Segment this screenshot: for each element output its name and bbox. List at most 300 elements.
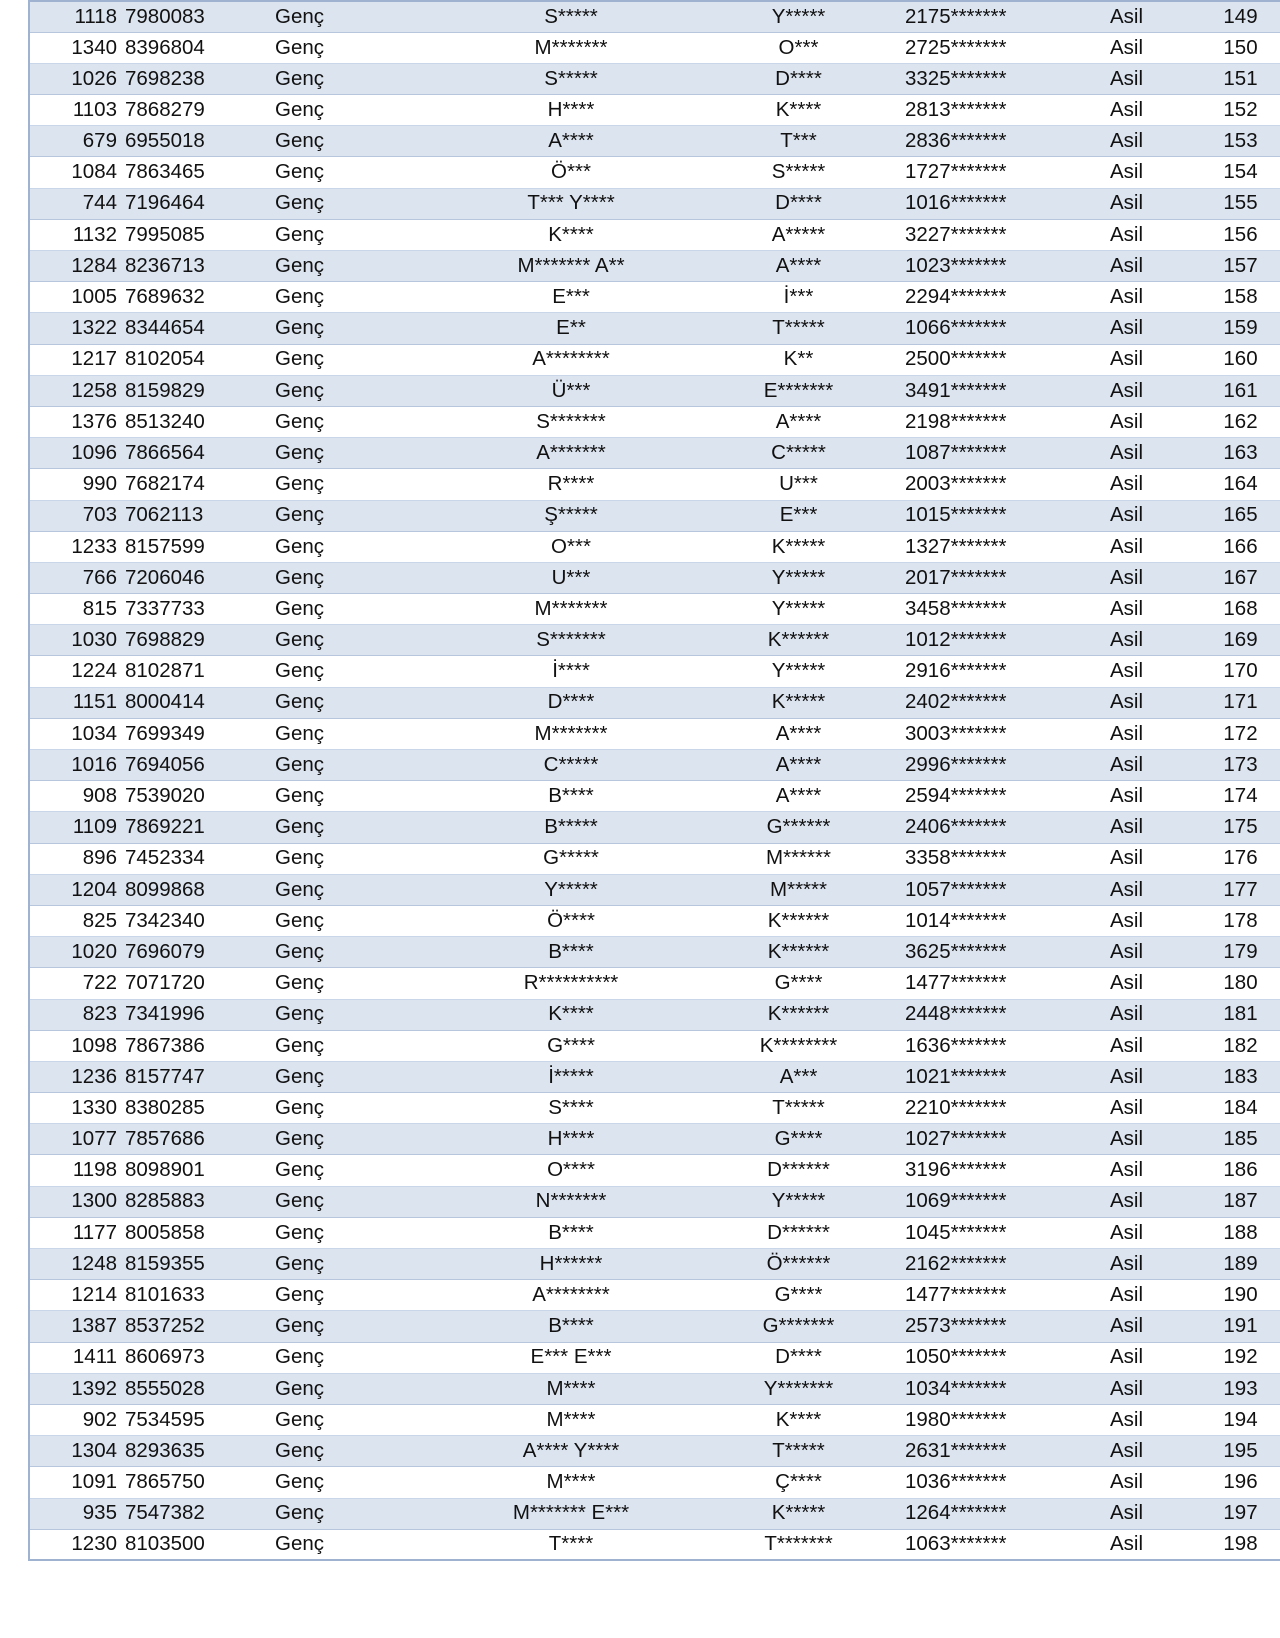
cell-cat: Genç bbox=[271, 406, 446, 437]
cell-status: Asil bbox=[1106, 32, 1196, 63]
cell-name: B**** bbox=[446, 781, 696, 812]
cell-cat: Genç bbox=[271, 874, 446, 905]
cell-rank: 197 bbox=[1196, 1498, 1280, 1529]
table-row bbox=[29, 469, 1280, 500]
cell-no: 1198 bbox=[29, 1155, 121, 1186]
cell-sur: G**** bbox=[696, 968, 901, 999]
table-row bbox=[29, 375, 1280, 406]
cell-status: Asil bbox=[1106, 1342, 1196, 1373]
cell-rank: 174 bbox=[1196, 781, 1280, 812]
cell-score: 1069******* bbox=[901, 1186, 1106, 1217]
cell-sur: D**** bbox=[696, 1342, 901, 1373]
cell-rank: 158 bbox=[1196, 282, 1280, 313]
cell-id: 7196464 bbox=[121, 188, 271, 219]
cell-sur: K***** bbox=[696, 531, 901, 562]
cell-rank: 170 bbox=[1196, 656, 1280, 687]
cell-no: 1304 bbox=[29, 1436, 121, 1467]
cell-score: 1045******* bbox=[901, 1217, 1106, 1248]
cell-id: 8159355 bbox=[121, 1249, 271, 1280]
cell-cat: Genç bbox=[271, 157, 446, 188]
cell-name: S******* bbox=[446, 406, 696, 437]
cell-name: G***** bbox=[446, 843, 696, 874]
cell-status: Asil bbox=[1106, 594, 1196, 625]
cell-name: İ**** bbox=[446, 656, 696, 687]
table-row bbox=[29, 1217, 1280, 1248]
cell-cat: Genç bbox=[271, 1186, 446, 1217]
cell-rank: 193 bbox=[1196, 1373, 1280, 1404]
table-row bbox=[29, 1529, 1280, 1560]
cell-name: H****** bbox=[446, 1249, 696, 1280]
cell-rank: 179 bbox=[1196, 937, 1280, 968]
cell-id: 7699349 bbox=[121, 718, 271, 749]
cell-no: 1098 bbox=[29, 1030, 121, 1061]
cell-no: 1016 bbox=[29, 750, 121, 781]
cell-sur: E******* bbox=[696, 375, 901, 406]
cell-sur: A**** bbox=[696, 781, 901, 812]
cell-name: Ö**** bbox=[446, 905, 696, 936]
cell-rank: 183 bbox=[1196, 1061, 1280, 1092]
cell-sur: D**** bbox=[696, 188, 901, 219]
cell-status: Asil bbox=[1106, 531, 1196, 562]
cell-rank: 156 bbox=[1196, 219, 1280, 250]
cell-score: 1057******* bbox=[901, 874, 1106, 905]
cell-id: 7452334 bbox=[121, 843, 271, 874]
cell-status: Asil bbox=[1106, 1498, 1196, 1529]
cell-no: 1151 bbox=[29, 687, 121, 718]
cell-no: 935 bbox=[29, 1498, 121, 1529]
cell-rank: 153 bbox=[1196, 126, 1280, 157]
cell-rank: 161 bbox=[1196, 375, 1280, 406]
cell-sur: T*** bbox=[696, 126, 901, 157]
cell-name: Ş***** bbox=[446, 500, 696, 531]
cell-no: 902 bbox=[29, 1404, 121, 1435]
cell-cat: Genç bbox=[271, 1373, 446, 1404]
table-row bbox=[29, 999, 1280, 1030]
cell-sur: D**** bbox=[696, 63, 901, 94]
cell-sur: M***** bbox=[696, 874, 901, 905]
cell-score: 1063******* bbox=[901, 1529, 1106, 1560]
cell-score: 3227******* bbox=[901, 219, 1106, 250]
table-row bbox=[29, 843, 1280, 874]
cell-name: G**** bbox=[446, 1030, 696, 1061]
cell-score: 3625******* bbox=[901, 937, 1106, 968]
cell-rank: 180 bbox=[1196, 968, 1280, 999]
cell-id: 8157599 bbox=[121, 531, 271, 562]
cell-id: 8098901 bbox=[121, 1155, 271, 1186]
cell-id: 6955018 bbox=[121, 126, 271, 157]
cell-no: 722 bbox=[29, 968, 121, 999]
table-row bbox=[29, 1, 1280, 32]
table-row bbox=[29, 1030, 1280, 1061]
cell-status: Asil bbox=[1106, 562, 1196, 593]
cell-score: 2448******* bbox=[901, 999, 1106, 1030]
cell-sur: K****** bbox=[696, 625, 901, 656]
cell-no: 1230 bbox=[29, 1529, 121, 1560]
table-row bbox=[29, 1061, 1280, 1092]
table-row bbox=[29, 1124, 1280, 1155]
cell-status: Asil bbox=[1106, 1186, 1196, 1217]
cell-status: Asil bbox=[1106, 126, 1196, 157]
cell-status: Asil bbox=[1106, 1404, 1196, 1435]
cell-sur: Ç**** bbox=[696, 1467, 901, 1498]
cell-score: 1980******* bbox=[901, 1404, 1106, 1435]
cell-status: Asil bbox=[1106, 1311, 1196, 1342]
cell-id: 8344654 bbox=[121, 313, 271, 344]
cell-cat: Genç bbox=[271, 344, 446, 375]
cell-rank: 160 bbox=[1196, 344, 1280, 375]
cell-rank: 166 bbox=[1196, 531, 1280, 562]
cell-sur: K***** bbox=[696, 1498, 901, 1529]
cell-sur: Y***** bbox=[696, 656, 901, 687]
cell-name: S***** bbox=[446, 63, 696, 94]
cell-score: 1015******* bbox=[901, 500, 1106, 531]
cell-sur: C***** bbox=[696, 438, 901, 469]
table-row bbox=[29, 1249, 1280, 1280]
cell-no: 1330 bbox=[29, 1093, 121, 1124]
cell-id: 7071720 bbox=[121, 968, 271, 999]
cell-score: 1477******* bbox=[901, 968, 1106, 999]
cell-name: A**** Y**** bbox=[446, 1436, 696, 1467]
cell-cat: Genç bbox=[271, 812, 446, 843]
table-row bbox=[29, 905, 1280, 936]
cell-status: Asil bbox=[1106, 1249, 1196, 1280]
cell-sur: A**** bbox=[696, 251, 901, 282]
cell-status: Asil bbox=[1106, 282, 1196, 313]
cell-rank: 164 bbox=[1196, 469, 1280, 500]
cell-name: Y***** bbox=[446, 874, 696, 905]
cell-sur: A**** bbox=[696, 406, 901, 437]
cell-sur: M****** bbox=[696, 843, 901, 874]
cell-score: 1016******* bbox=[901, 188, 1106, 219]
cell-id: 7866564 bbox=[121, 438, 271, 469]
cell-name: M******* E*** bbox=[446, 1498, 696, 1529]
cell-sur: K****** bbox=[696, 905, 901, 936]
cell-sur: D****** bbox=[696, 1217, 901, 1248]
cell-status: Asil bbox=[1106, 1061, 1196, 1092]
cell-sur: A**** bbox=[696, 718, 901, 749]
cell-id: 7865750 bbox=[121, 1467, 271, 1498]
cell-status: Asil bbox=[1106, 812, 1196, 843]
cell-status: Asil bbox=[1106, 1467, 1196, 1498]
cell-status: Asil bbox=[1106, 718, 1196, 749]
cell-score: 2996******* bbox=[901, 750, 1106, 781]
cell-sur: K****** bbox=[696, 937, 901, 968]
cell-rank: 195 bbox=[1196, 1436, 1280, 1467]
cell-cat: Genç bbox=[271, 1217, 446, 1248]
cell-name: T*** Y**** bbox=[446, 188, 696, 219]
cell-id: 7698238 bbox=[121, 63, 271, 94]
cell-cat: Genç bbox=[271, 1061, 446, 1092]
table-row bbox=[29, 937, 1280, 968]
cell-sur: T***** bbox=[696, 1093, 901, 1124]
cell-rank: 185 bbox=[1196, 1124, 1280, 1155]
cell-no: 1091 bbox=[29, 1467, 121, 1498]
cell-sur: U*** bbox=[696, 469, 901, 500]
cell-no: 1376 bbox=[29, 406, 121, 437]
cell-rank: 175 bbox=[1196, 812, 1280, 843]
table-row bbox=[29, 656, 1280, 687]
cell-status: Asil bbox=[1106, 905, 1196, 936]
cell-score: 2210******* bbox=[901, 1093, 1106, 1124]
cell-score: 1727******* bbox=[901, 157, 1106, 188]
cell-name: B**** bbox=[446, 1311, 696, 1342]
cell-cat: Genç bbox=[271, 1529, 446, 1560]
cell-name: M******* bbox=[446, 32, 696, 63]
cell-cat: Genç bbox=[271, 843, 446, 874]
table-row bbox=[29, 594, 1280, 625]
cell-cat: Genç bbox=[271, 625, 446, 656]
cell-status: Asil bbox=[1106, 1217, 1196, 1248]
cell-id: 7857686 bbox=[121, 1124, 271, 1155]
cell-score: 1027******* bbox=[901, 1124, 1106, 1155]
cell-cat: Genç bbox=[271, 594, 446, 625]
cell-cat: Genç bbox=[271, 968, 446, 999]
cell-name: E** bbox=[446, 313, 696, 344]
cell-sur: O*** bbox=[696, 32, 901, 63]
cell-rank: 152 bbox=[1196, 95, 1280, 126]
cell-score: 3458******* bbox=[901, 594, 1106, 625]
cell-score: 2017******* bbox=[901, 562, 1106, 593]
cell-rank: 149 bbox=[1196, 1, 1280, 32]
table-row bbox=[29, 1311, 1280, 1342]
cell-score: 1021******* bbox=[901, 1061, 1106, 1092]
cell-name: M**** bbox=[446, 1467, 696, 1498]
cell-score: 1050******* bbox=[901, 1342, 1106, 1373]
cell-name: H**** bbox=[446, 1124, 696, 1155]
cell-sur: Y***** bbox=[696, 562, 901, 593]
cell-name: O*** bbox=[446, 531, 696, 562]
cell-sur: K***** bbox=[696, 687, 901, 718]
cell-id: 8513240 bbox=[121, 406, 271, 437]
cell-sur: K**** bbox=[696, 95, 901, 126]
cell-id: 7694056 bbox=[121, 750, 271, 781]
cell-id: 8101633 bbox=[121, 1280, 271, 1311]
cell-cat: Genç bbox=[271, 1467, 446, 1498]
cell-id: 8396804 bbox=[121, 32, 271, 63]
cell-score: 2500******* bbox=[901, 344, 1106, 375]
table-row bbox=[29, 718, 1280, 749]
cell-no: 1258 bbox=[29, 375, 121, 406]
table-row bbox=[29, 126, 1280, 157]
cell-name: E*** E*** bbox=[446, 1342, 696, 1373]
cell-id: 8099868 bbox=[121, 874, 271, 905]
cell-sur: A*** bbox=[696, 1061, 901, 1092]
cell-sur: K** bbox=[696, 344, 901, 375]
cell-no: 896 bbox=[29, 843, 121, 874]
cell-no: 1224 bbox=[29, 656, 121, 687]
cell-no: 1132 bbox=[29, 219, 121, 250]
cell-rank: 165 bbox=[1196, 500, 1280, 531]
cell-score: 1087******* bbox=[901, 438, 1106, 469]
table-body bbox=[29, 1, 1280, 1560]
cell-name: R**** bbox=[446, 469, 696, 500]
cell-cat: Genç bbox=[271, 1, 446, 32]
cell-id: 8103500 bbox=[121, 1529, 271, 1560]
cell-score: 2406******* bbox=[901, 812, 1106, 843]
cell-id: 7206046 bbox=[121, 562, 271, 593]
cell-name: H**** bbox=[446, 95, 696, 126]
cell-score: 2175******* bbox=[901, 1, 1106, 32]
cell-score: 2573******* bbox=[901, 1311, 1106, 1342]
cell-no: 766 bbox=[29, 562, 121, 593]
cell-no: 679 bbox=[29, 126, 121, 157]
cell-id: 7062113 bbox=[121, 500, 271, 531]
cell-score: 3491******* bbox=[901, 375, 1106, 406]
cell-name: S***** bbox=[446, 1, 696, 32]
cell-cat: Genç bbox=[271, 95, 446, 126]
table-row bbox=[29, 219, 1280, 250]
table-row bbox=[29, 968, 1280, 999]
cell-sur: A**** bbox=[696, 750, 901, 781]
cell-no: 1177 bbox=[29, 1217, 121, 1248]
cell-sur: T******* bbox=[696, 1529, 901, 1560]
cell-rank: 188 bbox=[1196, 1217, 1280, 1248]
table-row bbox=[29, 1155, 1280, 1186]
cell-cat: Genç bbox=[271, 500, 446, 531]
cell-rank: 194 bbox=[1196, 1404, 1280, 1435]
table-row bbox=[29, 95, 1280, 126]
cell-status: Asil bbox=[1106, 1280, 1196, 1311]
cell-rank: 168 bbox=[1196, 594, 1280, 625]
cell-id: 7682174 bbox=[121, 469, 271, 500]
cell-no: 1118 bbox=[29, 1, 121, 32]
cell-cat: Genç bbox=[271, 562, 446, 593]
cell-no: 990 bbox=[29, 469, 121, 500]
cell-score: 1034******* bbox=[901, 1373, 1106, 1404]
cell-sur: G******* bbox=[696, 1311, 901, 1342]
cell-cat: Genç bbox=[271, 781, 446, 812]
cell-sur: S***** bbox=[696, 157, 901, 188]
cell-status: Asil bbox=[1106, 219, 1196, 250]
cell-rank: 191 bbox=[1196, 1311, 1280, 1342]
cell-cat: Genç bbox=[271, 1311, 446, 1342]
cell-score: 2813******* bbox=[901, 95, 1106, 126]
cell-id: 7869221 bbox=[121, 812, 271, 843]
cell-sur: Y******* bbox=[696, 1373, 901, 1404]
table-row bbox=[29, 1436, 1280, 1467]
cell-score: 2003******* bbox=[901, 469, 1106, 500]
cell-name: T**** bbox=[446, 1529, 696, 1560]
cell-rank: 186 bbox=[1196, 1155, 1280, 1186]
table-row bbox=[29, 344, 1280, 375]
cell-sur: G**** bbox=[696, 1124, 901, 1155]
cell-id: 8236713 bbox=[121, 251, 271, 282]
cell-status: Asil bbox=[1106, 375, 1196, 406]
cell-id: 7547382 bbox=[121, 1498, 271, 1529]
cell-id: 8005858 bbox=[121, 1217, 271, 1248]
cell-rank: 177 bbox=[1196, 874, 1280, 905]
cell-rank: 176 bbox=[1196, 843, 1280, 874]
candidate-results-table bbox=[28, 0, 1280, 1561]
cell-name: C***** bbox=[446, 750, 696, 781]
cell-status: Asil bbox=[1106, 188, 1196, 219]
cell-sur: T***** bbox=[696, 1436, 901, 1467]
cell-no: 744 bbox=[29, 188, 121, 219]
cell-no: 1005 bbox=[29, 282, 121, 313]
table-row bbox=[29, 1186, 1280, 1217]
cell-name: D**** bbox=[446, 687, 696, 718]
table-row bbox=[29, 63, 1280, 94]
cell-score: 2916******* bbox=[901, 656, 1106, 687]
cell-id: 8285883 bbox=[121, 1186, 271, 1217]
cell-id: 8606973 bbox=[121, 1342, 271, 1373]
cell-status: Asil bbox=[1106, 500, 1196, 531]
cell-name: M******* bbox=[446, 718, 696, 749]
cell-rank: 155 bbox=[1196, 188, 1280, 219]
cell-no: 1096 bbox=[29, 438, 121, 469]
cell-cat: Genç bbox=[271, 1124, 446, 1155]
cell-id: 7539020 bbox=[121, 781, 271, 812]
cell-rank: 150 bbox=[1196, 32, 1280, 63]
cell-cat: Genç bbox=[271, 750, 446, 781]
cell-sur: K****** bbox=[696, 999, 901, 1030]
cell-rank: 190 bbox=[1196, 1280, 1280, 1311]
cell-cat: Genç bbox=[271, 251, 446, 282]
cell-id: 8000414 bbox=[121, 687, 271, 718]
cell-name: M******* bbox=[446, 594, 696, 625]
cell-cat: Genç bbox=[271, 937, 446, 968]
cell-id: 7980083 bbox=[121, 1, 271, 32]
cell-id: 8380285 bbox=[121, 1093, 271, 1124]
cell-cat: Genç bbox=[271, 1342, 446, 1373]
cell-status: Asil bbox=[1106, 999, 1196, 1030]
cell-name: B**** bbox=[446, 1217, 696, 1248]
cell-cat: Genç bbox=[271, 1498, 446, 1529]
cell-status: Asil bbox=[1106, 625, 1196, 656]
cell-status: Asil bbox=[1106, 687, 1196, 718]
cell-name: M******* A** bbox=[446, 251, 696, 282]
cell-rank: 151 bbox=[1196, 63, 1280, 94]
cell-status: Asil bbox=[1106, 469, 1196, 500]
cell-name: A**** bbox=[446, 126, 696, 157]
cell-no: 1248 bbox=[29, 1249, 121, 1280]
cell-no: 1233 bbox=[29, 531, 121, 562]
cell-cat: Genç bbox=[271, 1436, 446, 1467]
table-row bbox=[29, 625, 1280, 656]
cell-score: 1327******* bbox=[901, 531, 1106, 562]
cell-id: 8159829 bbox=[121, 375, 271, 406]
table-row bbox=[29, 157, 1280, 188]
cell-name: N******* bbox=[446, 1186, 696, 1217]
cell-status: Asil bbox=[1106, 313, 1196, 344]
cell-no: 1340 bbox=[29, 32, 121, 63]
cell-rank: 167 bbox=[1196, 562, 1280, 593]
cell-cat: Genç bbox=[271, 1155, 446, 1186]
cell-cat: Genç bbox=[271, 531, 446, 562]
table-row bbox=[29, 750, 1280, 781]
cell-rank: 178 bbox=[1196, 905, 1280, 936]
cell-name: O**** bbox=[446, 1155, 696, 1186]
cell-id: 7342340 bbox=[121, 905, 271, 936]
table-row bbox=[29, 1093, 1280, 1124]
cell-score: 2162******* bbox=[901, 1249, 1106, 1280]
cell-cat: Genç bbox=[271, 63, 446, 94]
cell-no: 908 bbox=[29, 781, 121, 812]
cell-rank: 187 bbox=[1196, 1186, 1280, 1217]
cell-no: 1030 bbox=[29, 625, 121, 656]
cell-sur: K******** bbox=[696, 1030, 901, 1061]
cell-id: 7689632 bbox=[121, 282, 271, 313]
cell-id: 8293635 bbox=[121, 1436, 271, 1467]
cell-id: 7868279 bbox=[121, 95, 271, 126]
cell-cat: Genç bbox=[271, 219, 446, 250]
cell-cat: Genç bbox=[271, 188, 446, 219]
cell-rank: 154 bbox=[1196, 157, 1280, 188]
cell-sur: K**** bbox=[696, 1404, 901, 1435]
cell-score: 1477******* bbox=[901, 1280, 1106, 1311]
cell-no: 1109 bbox=[29, 812, 121, 843]
cell-status: Asil bbox=[1106, 95, 1196, 126]
